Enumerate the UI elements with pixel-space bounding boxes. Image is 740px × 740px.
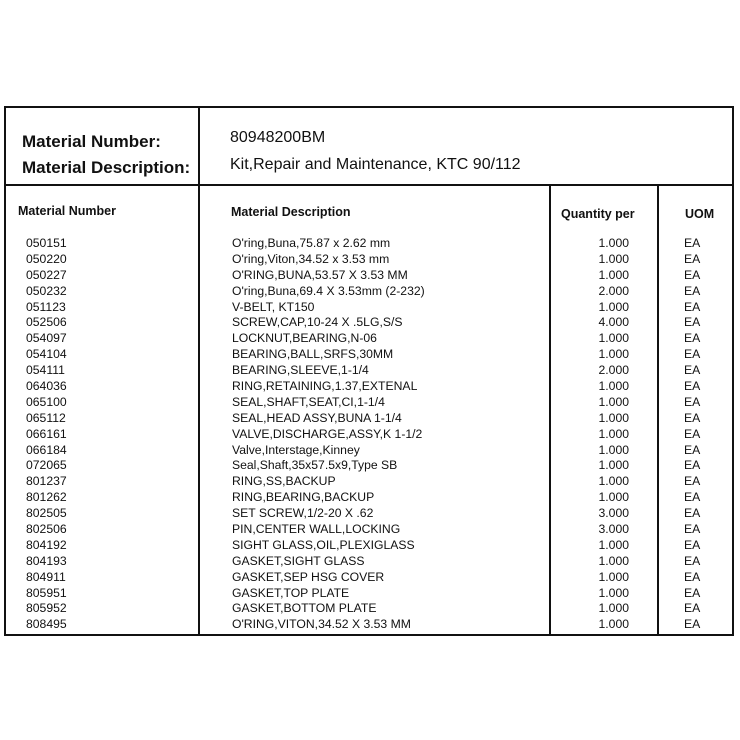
material-number-cell: 066184 — [26, 442, 67, 457]
quantity-cell: 1.000 — [598, 299, 629, 314]
material-description-cell: BEARING,BALL,SRFS,30MM — [232, 347, 394, 362]
material-number-cell: 808495 — [26, 617, 67, 632]
column-header-uom: UOM — [685, 207, 715, 221]
material-number-cell: 802505 — [26, 506, 67, 521]
material-description-cell: VALVE,DISCHARGE,ASSY,K 1-1/2 — [232, 426, 423, 441]
material-description-cell: SET SCREW,1/2-20 X .62 — [232, 506, 374, 521]
column-header-number: Material Number — [18, 204, 116, 218]
material-list — [6, 236, 732, 633]
quantity-cell: 1.000 — [598, 474, 629, 489]
uom-cell: EA — [684, 331, 701, 346]
material-description-cell: GASKET,BOTTOM PLATE — [232, 601, 377, 616]
table-row — [6, 538, 732, 554]
uom-cell: EA — [684, 553, 701, 568]
quantity-cell: 1.000 — [598, 553, 629, 568]
uom-cell: EA — [684, 379, 701, 394]
material-number-cell: 065112 — [26, 410, 66, 425]
uom-cell: EA — [684, 251, 701, 266]
material-description-cell: Valve,Interstage,Kinney — [232, 442, 360, 457]
material-number-cell: 804911 — [26, 569, 66, 584]
table-row — [6, 284, 732, 300]
material-description-label: Material Description: — [22, 158, 191, 177]
quantity-cell: 1.000 — [598, 331, 629, 346]
uom-cell: EA — [684, 601, 701, 616]
material-number-cell: 804192 — [26, 537, 67, 552]
material-description-cell: GASKET,SEP HSG COVER — [232, 569, 385, 584]
uom-cell: EA — [684, 267, 701, 282]
material-description-cell: RING,SS,BACKUP — [232, 474, 336, 489]
uom-cell: EA — [684, 522, 701, 537]
quantity-cell: 1.000 — [598, 251, 629, 266]
material-number-label: Material Number: — [22, 132, 161, 151]
table-row — [6, 506, 732, 522]
uom-cell: EA — [684, 506, 701, 521]
material-number-cell: 801237 — [26, 474, 67, 489]
material-number-cell: 054111 — [26, 363, 65, 378]
material-number-value: 80948200BM — [230, 129, 326, 146]
table-row — [6, 617, 732, 633]
material-description-cell: GASKET,TOP PLATE — [232, 585, 350, 600]
table-row — [6, 331, 732, 347]
material-description-value: Kit,Repair and Maintenance, KTC 90/112 — [230, 156, 521, 173]
table-row — [6, 315, 732, 331]
material-description-cell: O'ring,Buna,69.4 X 3.53mm (2-232) — [232, 283, 425, 298]
quantity-cell: 2.000 — [598, 283, 629, 298]
quantity-cell: 1.000 — [598, 601, 629, 616]
quantity-cell: 4.000 — [598, 315, 629, 330]
table-row — [6, 252, 732, 268]
uom-cell: EA — [684, 363, 701, 378]
quantity-cell: 1.000 — [598, 617, 629, 632]
table-row — [6, 363, 732, 379]
quantity-cell: 1.000 — [598, 410, 629, 425]
uom-cell: EA — [684, 394, 701, 409]
quantity-cell: 3.000 — [598, 506, 629, 521]
uom-cell: EA — [684, 585, 701, 600]
quantity-cell: 1.000 — [598, 379, 629, 394]
material-description-cell: SCREW,CAP,10-24 X .5LG,S/S — [232, 315, 403, 330]
table-row — [6, 347, 732, 363]
quantity-cell: 1.000 — [598, 267, 629, 282]
material-description-cell: GASKET,SIGHT GLASS — [232, 553, 365, 568]
material-number-cell: 065100 — [26, 394, 67, 409]
material-description-cell: RING,RETAINING,1.37,EXTENAL — [232, 379, 418, 394]
material-description-cell: SEAL,SHAFT,SEAT,CI,1-1/4 — [232, 394, 385, 409]
quantity-cell: 1.000 — [598, 490, 629, 505]
quantity-cell: 1.000 — [598, 537, 629, 552]
quantity-cell: 3.000 — [598, 522, 629, 537]
material-description-cell: V-BELT, KT150 — [232, 299, 315, 314]
table-row — [6, 601, 732, 617]
uom-cell: EA — [684, 347, 701, 362]
material-number-cell: 072065 — [26, 458, 67, 473]
table-row — [6, 268, 732, 284]
table-row — [6, 236, 732, 252]
material-description-cell: O'ring,Viton,34.52 x 3.53 mm — [232, 251, 390, 266]
quantity-cell: 1.000 — [598, 426, 629, 441]
material-description-cell: LOCKNUT,BEARING,N-06 — [232, 331, 377, 346]
quantity-cell: 1.000 — [598, 458, 629, 473]
material-number-cell: 802506 — [26, 522, 67, 537]
material-number-cell: 064036 — [26, 379, 67, 394]
uom-cell: EA — [684, 617, 701, 632]
material-description-cell: Seal,Shaft,35x57.5x9,Type SB — [232, 458, 398, 473]
material-number-cell: 051123 — [26, 299, 66, 314]
quantity-cell: 1.000 — [598, 347, 629, 362]
material-description-cell: O'RING,BUNA,53.57 X 3.53 MM — [232, 267, 408, 282]
quantity-cell: 1.000 — [598, 236, 629, 250]
uom-cell: EA — [684, 283, 701, 298]
uom-cell: EA — [684, 442, 701, 457]
material-description-cell: O'RING,VITON,34.52 X 3.53 MM — [232, 617, 411, 632]
uom-cell: EA — [684, 537, 701, 552]
material-number-cell: 804193 — [26, 553, 67, 568]
table-row — [6, 474, 732, 490]
uom-cell: EA — [684, 569, 701, 584]
material-description-cell: SEAL,HEAD ASSY,BUNA 1-1/4 — [232, 410, 402, 425]
table-row — [6, 300, 732, 316]
quantity-cell: 1.000 — [598, 569, 629, 584]
column-header-description: Material Description — [231, 205, 351, 219]
material-number-cell: 050220 — [26, 251, 67, 266]
table-row — [6, 554, 732, 570]
quantity-cell: 2.000 — [598, 363, 629, 378]
uom-cell: EA — [684, 315, 701, 330]
bill-of-materials-sheet — [4, 106, 734, 636]
uom-cell: EA — [684, 426, 701, 441]
material-description-cell: RING,BEARING,BACKUP — [232, 490, 375, 505]
table-row — [6, 522, 732, 538]
uom-cell: EA — [684, 490, 701, 505]
table-row — [6, 411, 732, 427]
material-number-cell: 066161 — [26, 426, 67, 441]
table-row — [6, 379, 732, 395]
material-number-cell: 801262 — [26, 490, 67, 505]
material-number-cell: 805952 — [26, 601, 67, 616]
table-row — [6, 586, 732, 602]
header-block — [6, 108, 732, 186]
material-number-cell: 050151 — [26, 236, 67, 250]
table-row — [6, 490, 732, 506]
uom-cell: EA — [684, 410, 701, 425]
uom-cell: EA — [684, 458, 701, 473]
material-number-cell: 050232 — [26, 283, 67, 298]
uom-cell: EA — [684, 299, 701, 314]
material-number-cell: 050227 — [26, 267, 67, 282]
material-number-cell: 054104 — [26, 347, 67, 362]
table-row — [6, 427, 732, 443]
uom-cell: EA — [684, 236, 701, 250]
table-row — [6, 395, 732, 411]
material-description-cell: BEARING,SLEEVE,1-1/4 — [232, 363, 369, 378]
material-description-cell: O'ring,Buna,75.87 x 2.62 mm — [232, 236, 391, 250]
material-number-cell: 054097 — [26, 331, 67, 346]
material-number-cell: 805951 — [26, 585, 67, 600]
table-row — [6, 443, 732, 459]
quantity-cell: 1.000 — [598, 394, 629, 409]
uom-cell: EA — [684, 474, 701, 489]
quantity-cell: 1.000 — [598, 585, 629, 600]
material-description-cell: PIN,CENTER WALL,LOCKING — [232, 522, 401, 537]
column-header-quantity: Quantity per — [561, 207, 635, 221]
material-number-cell: 052506 — [26, 315, 67, 330]
table-row — [6, 570, 732, 586]
table-row — [6, 458, 732, 474]
quantity-cell: 1.000 — [598, 442, 629, 457]
material-description-cell: SIGHT GLASS,OIL,PLEXIGLASS — [232, 537, 415, 552]
